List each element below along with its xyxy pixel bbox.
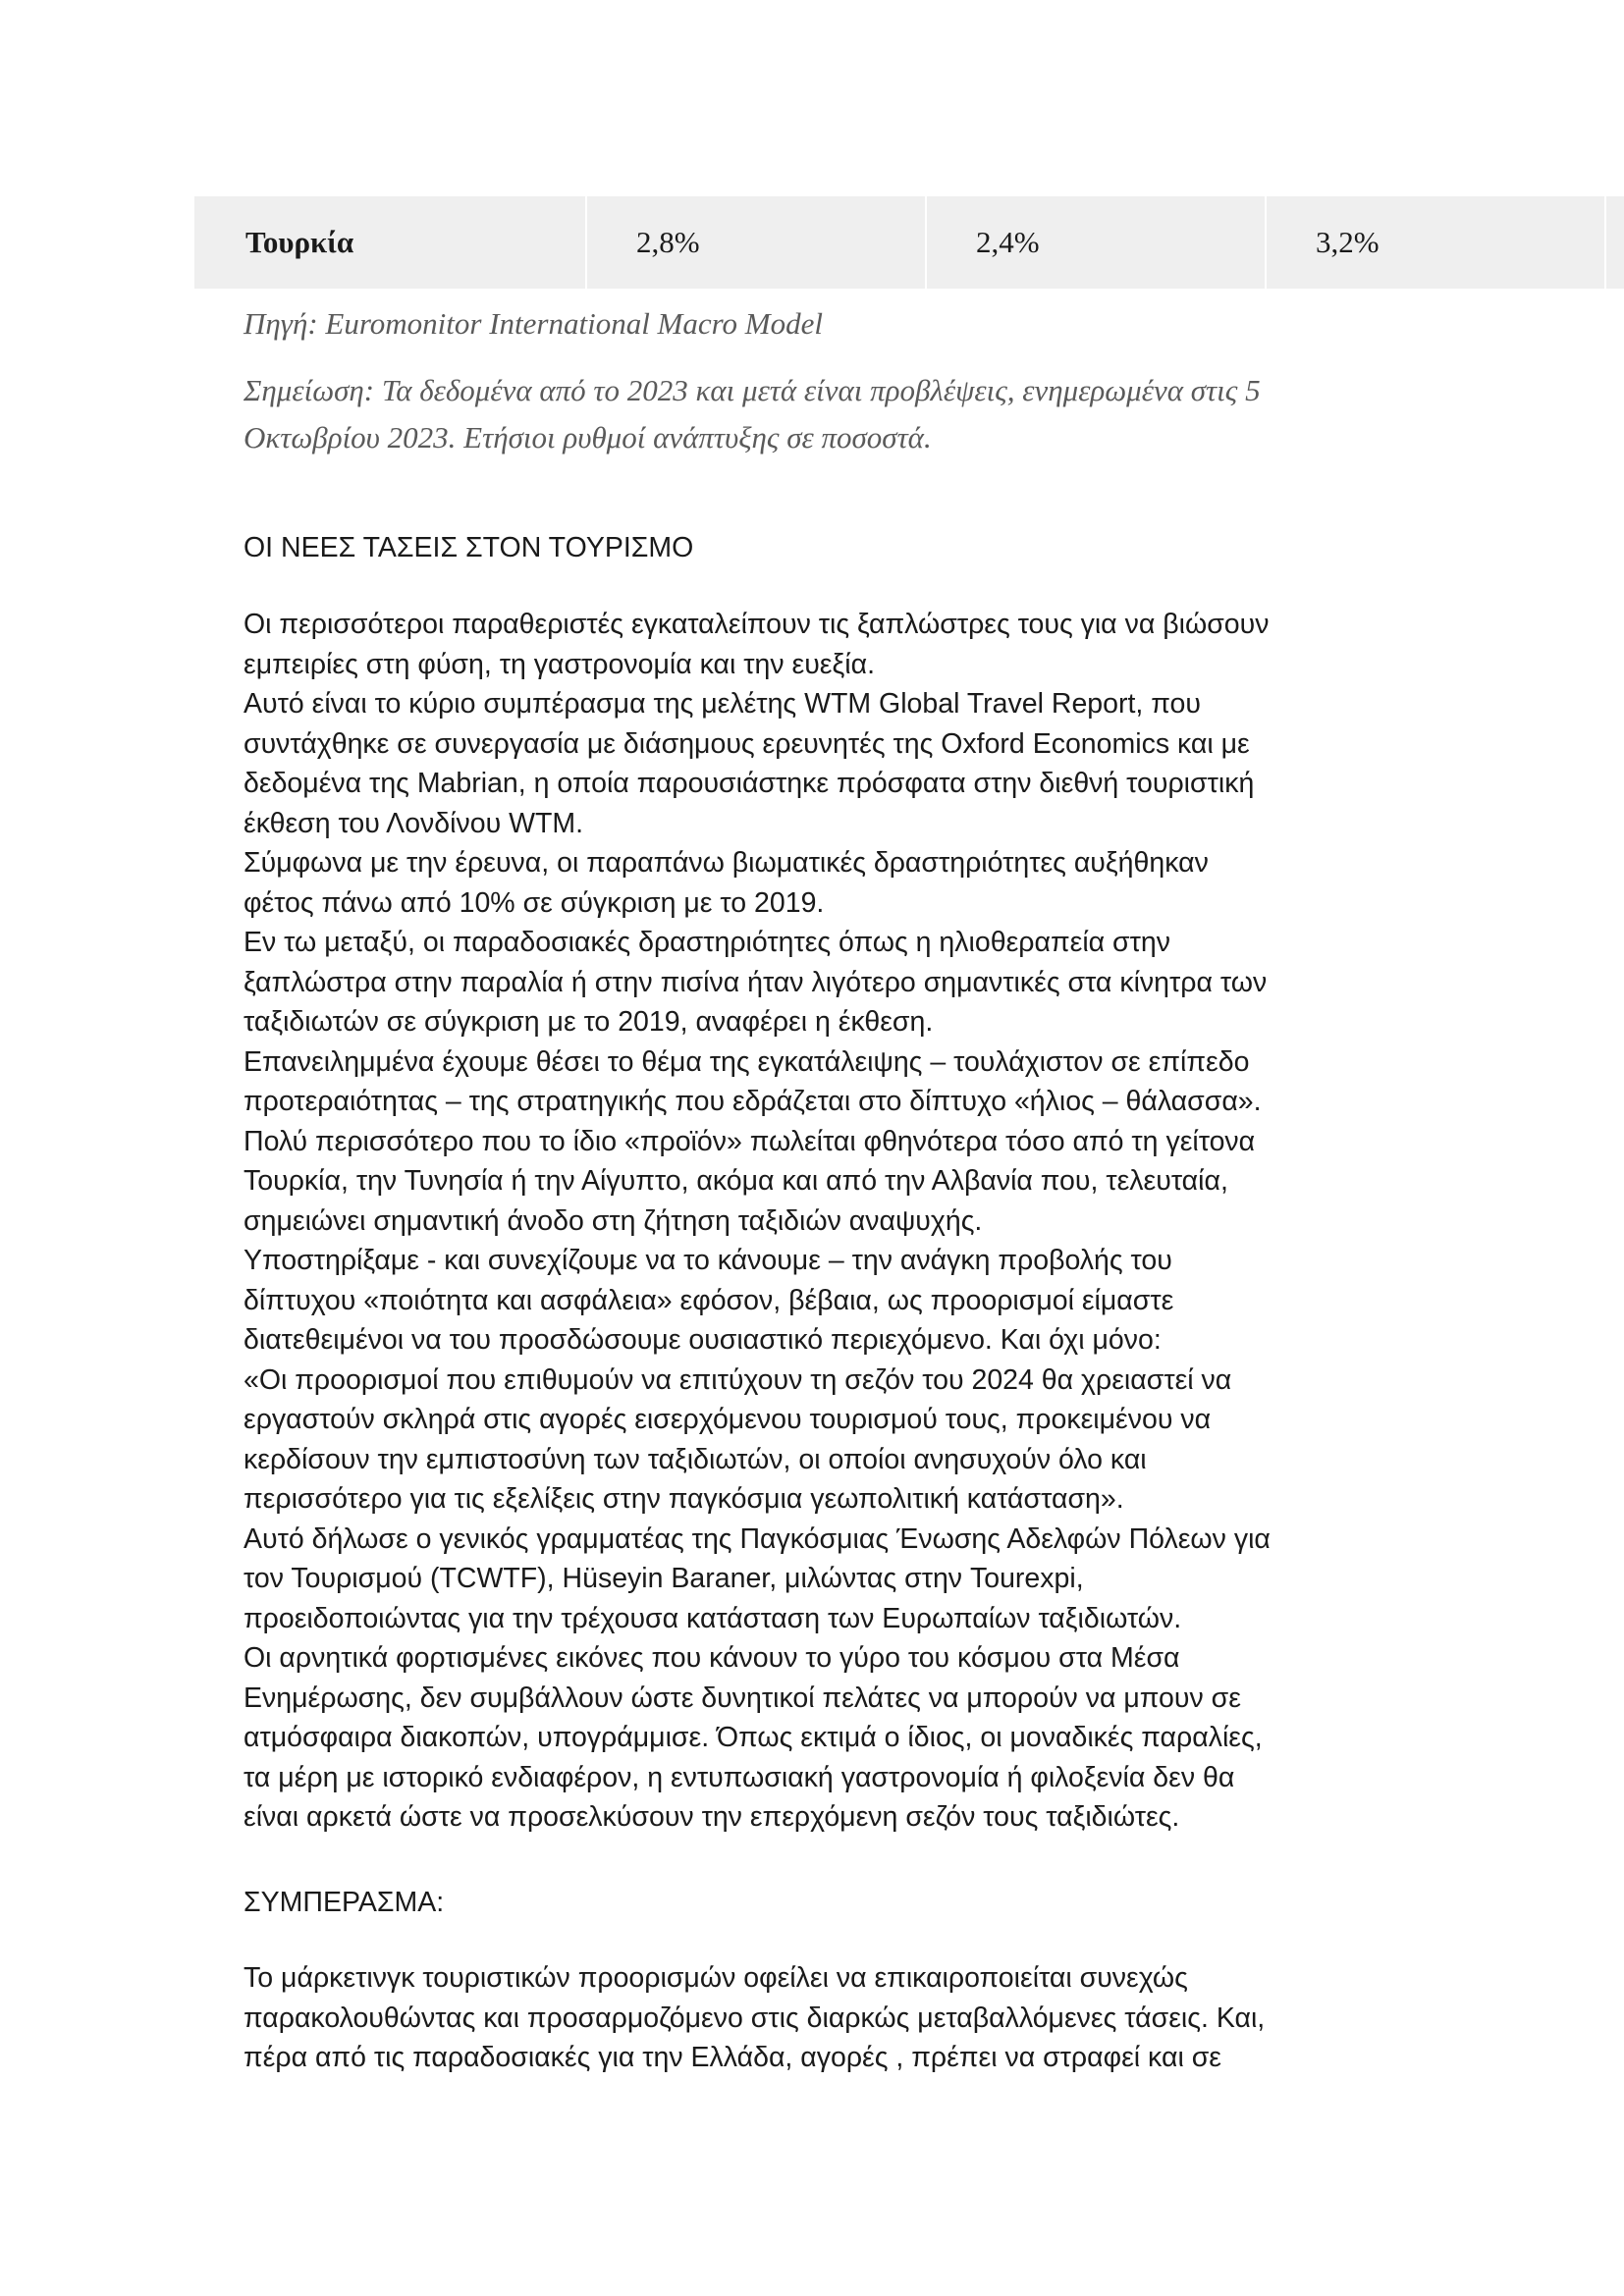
paragraph-line: εργαστούν σκληρά στις αγορές εισερχόμενου τουρισμού τους, προκειμένου να (244, 1404, 1212, 1435)
column-divider (1265, 196, 1267, 289)
paragraph-line: εμπειρίες στη φύση, τη γαστρονομία και την ευεξία. (244, 648, 875, 680)
paragraph-line: φέτος πάνω από 10% σε σύγκριση με το 2019. (244, 886, 825, 919)
remark-line: Σημείωση: Τα δεδομένα από το 2023 και μετά είναι προβλέψεις, ενημερωμένα στις 5 (244, 373, 1261, 407)
table-row (194, 196, 1624, 289)
country-cell: Τουρκία (245, 225, 354, 259)
paragraph-line: Εν τω μεταξύ, οι παραδοσιακές δραστηριότητες όπως η ηλιοθεραπεία στην (244, 927, 1171, 958)
paragraph-line: προτεραιότητας – της στρατηγικής που εδράζεται στο δίπτυχο «ήλιος – θάλασσα». (244, 1086, 1262, 1117)
section-heading-conclusion: ΣΥΜΠΕΡΑΣΜΑ: (244, 1887, 445, 1918)
paragraph-line: είναι αρκετά ώστε να προσελκύσουν την επερχόμενη σεζόν τους ταξιδιώτες. (244, 1801, 1180, 1833)
paragraph-line: Οι περισσότεροι παραθεριστές εγκαταλείπουν τις ξαπλώστρες τους για να βιώσουν (244, 609, 1270, 640)
paragraph-line: Ενημέρωσης, δεν συμβάλλουν ώστε δυνητικοί πελάτες να μπορούν να μπουν σε (244, 1682, 1241, 1714)
value-cell-3: 3,2% (1316, 225, 1380, 259)
paragraph-line: δεδομένα της Mabrian, η οποία παρουσιάστηκε πρόσφατα στην διεθνή τουριστική (244, 768, 1255, 799)
paragraph-line: Πολύ περισσότερο που το ίδιο «προϊόν» πωλείται φθηνότερα τόσο από τη γείτονα (244, 1125, 1256, 1157)
paragraph-line: παρακολουθώντας και προσαρμοζόμενο στις διαρκώς μεταβαλλόμενες τάσεις. Και, (244, 2002, 1266, 2034)
column-divider (585, 196, 587, 289)
conclusion-paragraph (244, 1958, 1392, 2078)
paragraph-line: διατεθειμένοι να του προσδώσουμε ουσιαστικό περιεχόμενο. Και όχι μόνο: (244, 1324, 1162, 1356)
paragraph-line: έκθεση του Λονδίνου WTM. (244, 807, 584, 839)
paragraph-line: Αυτό είναι το κύριο συμπέρασμα της μελέτης WTM Global Travel Report, που (244, 688, 1201, 720)
paragraph-line: «Οι προορισμοί που επιθυμούν να επιτύχουν τη σεζόν του 2024 θα χρειαστεί να (244, 1363, 1232, 1396)
paragraph-line: Αυτό δήλωσε ο γενικός γραμματέας της Παγκόσμιας Ένωσης Αδελφών Πόλεων για (244, 1522, 1271, 1555)
remark-line: Οκτωβρίου 2023. Ετήσιοι ρυθμοί ανάπτυξης σε ποσοστά. (244, 420, 932, 454)
paragraph-line: περισσότερο για τις εξελίξεις στην παγκόσμια γεωπολιτική κατάσταση». (244, 1483, 1124, 1515)
paragraph-line: ξαπλώστρα στην παραλία ή στην πισίνα ήταν λιγότερο σημαντικές στα κίνητρα των (244, 966, 1268, 998)
paragraph-line: Υποστηρίξαμε - και συνεχίζουμε να το κάνουμε – την ανάγκη προβολής του (244, 1245, 1172, 1276)
trends-paragraph (244, 605, 1392, 1838)
paragraph-line: ατμόσφαιρα διακοπών, υπογράμμισε. Όπως εκτιμά ο ίδιος, οι μοναδικές παραλίες, (244, 1722, 1263, 1753)
paragraph-line: δίπτυχου «ποιότητα και ασφάλεια» εφόσον, βέβαια, ως προορισμοί είμαστε (244, 1284, 1174, 1316)
paragraph-line: σημειώνει σημαντική άνοδο στη ζήτηση ταξιδιών αναψυχής. (244, 1204, 983, 1237)
value-cell-1: 2,8% (636, 225, 700, 259)
table-remark-note (244, 367, 1422, 461)
paragraph-line: Τουρκία, την Τυνησία ή την Αίγυπτο, ακόμα και από την Αλβανία που, τελευταία, (244, 1165, 1228, 1197)
paragraph-line: ταξιδιωτών σε σύγκριση με το 2019, αναφέρει η έκθεση. (244, 1006, 934, 1038)
table-source-note: Πηγή: Euromonitor International Macro Model (244, 306, 823, 341)
column-divider (925, 196, 927, 289)
paragraph-line: Οι αρνητικά φορτισμένες εικόνες που κάνουν το γύρο του κόσμου στα Μέσα (244, 1642, 1180, 1674)
paragraph-line: προειδοποιώντας για την τρέχουσα κατάσταση των Ευρωπαίων ταξιδιωτών. (244, 1602, 1182, 1634)
paragraph-line: τον Τουρισμού (TCWTF), Hüseyin Baraner, μιλώντας στην Tourexpi, (244, 1563, 1084, 1594)
paragraph-line: Το μάρκετινγκ τουριστικών προορισμών οφείλει να επικαιροποιείται συνεχώς (244, 1962, 1188, 1994)
paragraph-line: πέρα από τις παραδοσιακές για την Ελλάδα, αγορές , πρέπει να στραφεί και σε (244, 2042, 1221, 2073)
growth-table (194, 196, 1624, 289)
paragraph-line: κερδίσουν την εμπιστοσύνη των ταξιδιωτών, οι οποίοι ανησυχούν όλο και (244, 1443, 1147, 1475)
value-cell-2: 2,4% (976, 225, 1040, 259)
column-divider (1604, 196, 1606, 289)
paragraph-line: Επανειλημμένα έχουμε θέσει το θέμα της εγκατάλειψης – τουλάχιστον σε επίπεδο (244, 1045, 1250, 1078)
paragraph-line: τα μέρη με ιστορικό ενδιαφέρον, η εντυπωσιακή γαστρονομία ή φιλοξενία δεν θα (244, 1761, 1235, 1793)
paragraph-line: Σύμφωνα με την έρευνα, οι παραπάνω βιωματικές δραστηριότητες αυξήθηκαν (244, 847, 1209, 879)
paragraph-line: συντάχθηκε σε συνεργασία με διάσημους ερευνητές της Oxford Economics και με (244, 727, 1250, 760)
section-heading-trends: ΟΙ ΝΕΕΣ ΤΑΣΕΙΣ ΣΤΟΝ ΤΟΥΡΙΣΜΟ (244, 532, 694, 563)
